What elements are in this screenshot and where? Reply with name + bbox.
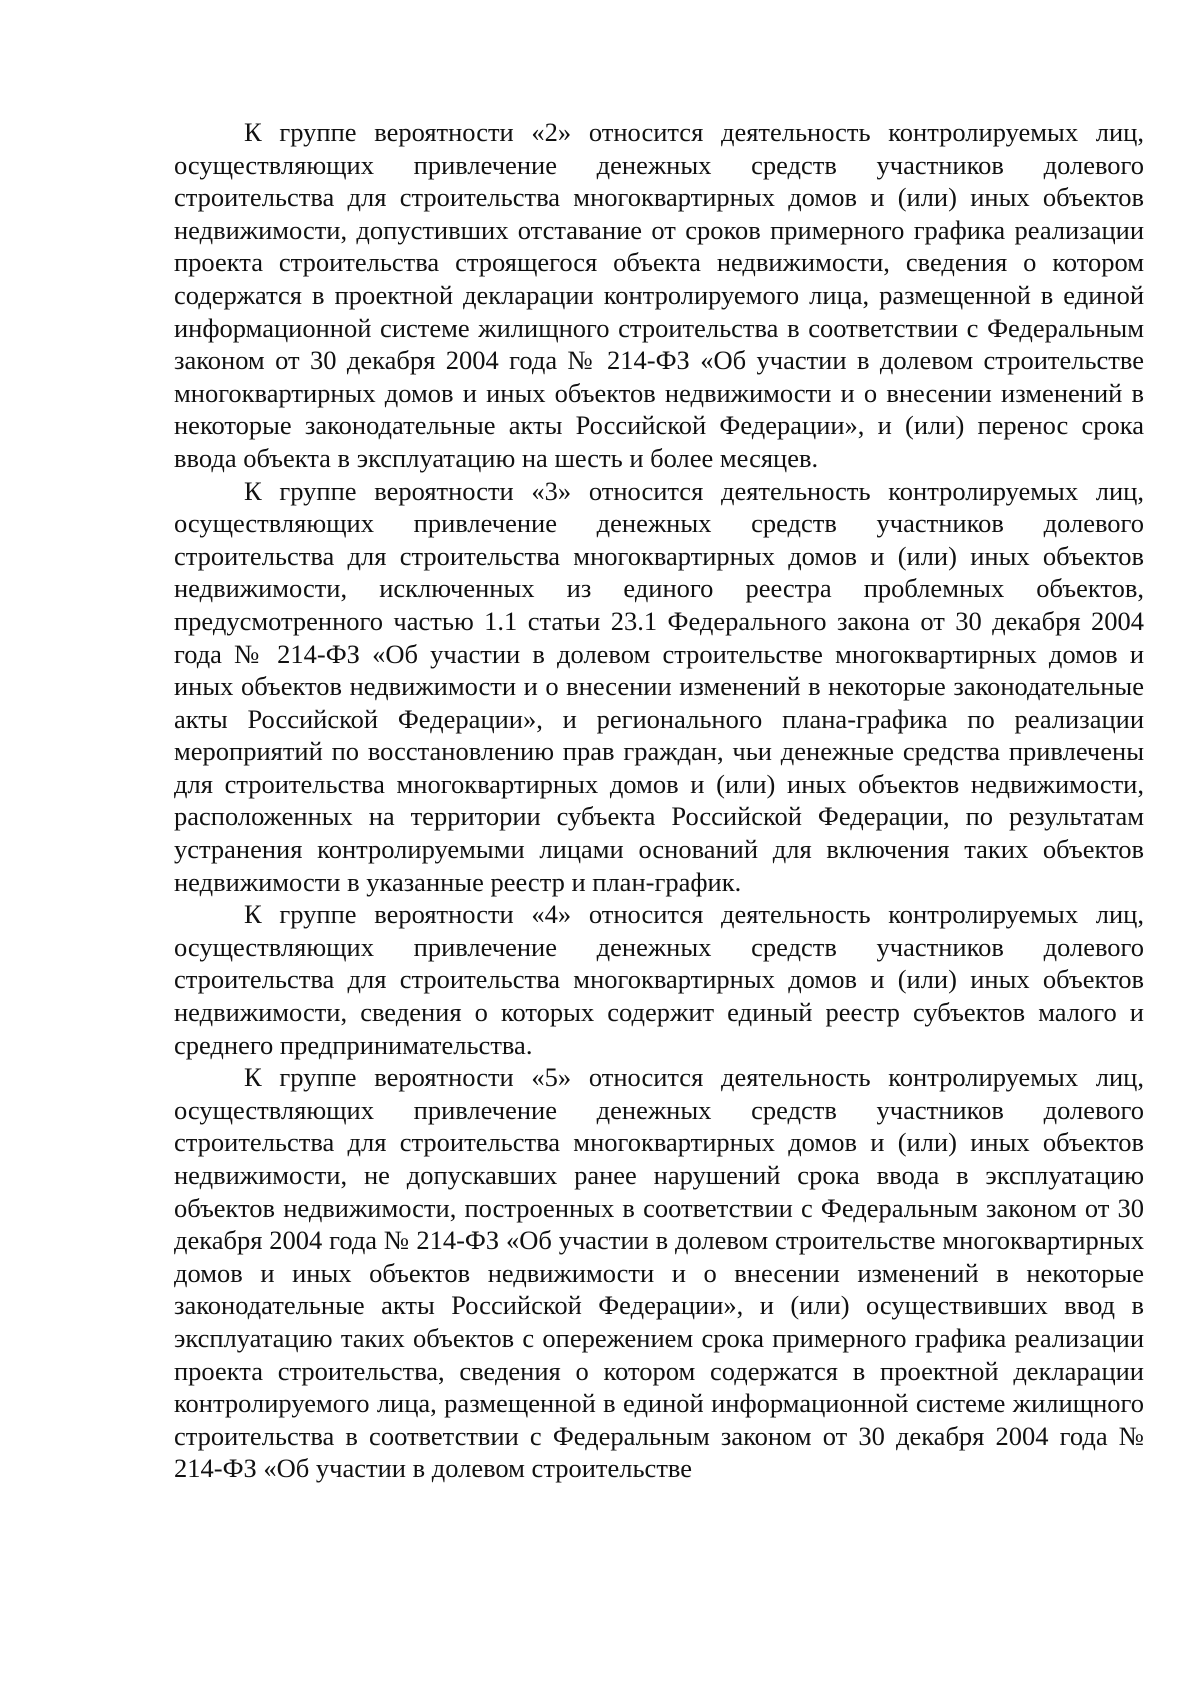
paragraph-probability-group-5: К группе вероятности «5» относится деятельность контролируемых лиц, осуществляющих привлечение денежных средств участников долевого строительства для строительства многоквартирных домов и (или) иных объектов недвижимости, не допускавших ранее нарушений срока ввода в эксплуатацию объектов недвижимости, построенных в соответствии с Федеральным законом от 30 декабря 2004 года № 214-ФЗ «Об участии в долевом строительстве многоквартирных домов и иных объектов недвижимости и о внесении изменений в некоторые законодательные акты Российской Федерации», и (или) осуществивших ввод в эксплуатацию таких объектов с опережением срока примерного графика реализации проекта строительства, сведения о котором содержатся в проектной декларации контролируемого лица, размещенной в единой информационной системе жилищного строительства в соответствии с Федеральным законом от 30 декабря 2004 года № 214-ФЗ «Об участии в долевом строительстве <box>174 1062 1144 1484</box>
document-body <box>174 116 1144 1485</box>
paragraph-probability-group-4: К группе вероятности «4» относится деятельность контролируемых лиц, осуществляющих привлечение денежных средств участников долевого строительства для строительства многоквартирных домов и (или) иных объектов недвижимости, сведения о которых содержит единый реестр субъектов малого и среднего предпринимательства. <box>174 899 1144 1060</box>
paragraph-probability-group-3: К группе вероятности «3» относится деятельность контролируемых лиц, осуществляющих привлечение денежных средств участников долевого строительства для строительства многоквартирных домов и (или) иных объектов недвижимости, исключенных из единого реестра проблемных объектов, предусмотренного частью 1.1 статьи 23.1 Федерального закона от 30 декабря 2004 года № 214-ФЗ «Об участии в долевом строительстве многоквартирных домов и иных объектов недвижимости и о внесении изменений в некоторые законодательные акты Российской Федерации», и регионального плана-графика по реализации мероприятий по восстановлению прав граждан, чьи денежные средства привлечены для строительства многоквартирных домов и (или) иных объектов недвижимости, расположенных на территории субъекта Российской Федерации, по результатам устранения контролируемыми лицами оснований для включения таких объектов недвижимости в указанные реестр и план-график. <box>174 475 1144 897</box>
paragraph-probability-group-2: К группе вероятности «2» относится деятельность контролируемых лиц, осуществляющих привлечение денежных средств участников долевого строительства для строительства многоквартирных домов и (или) иных объектов недвижимости, допустивших отставание от сроков примерного графика реализации проекта строительства строящегося объекта недвижимости, сведения о котором содержатся в проектной декларации контролируемого лица, размещенной в единой информационной системе жилищного строительства в соответствии с Федеральным законом от 30 декабря 2004 года № 214-ФЗ «Об участии в долевом строительстве многоквартирных домов и иных объектов недвижимости и о внесении изменений в некоторые законодательные акты Российской Федерации», и (или) перенос срока ввода объекта в эксплуатацию на шесть и более месяцев. <box>174 117 1144 473</box>
